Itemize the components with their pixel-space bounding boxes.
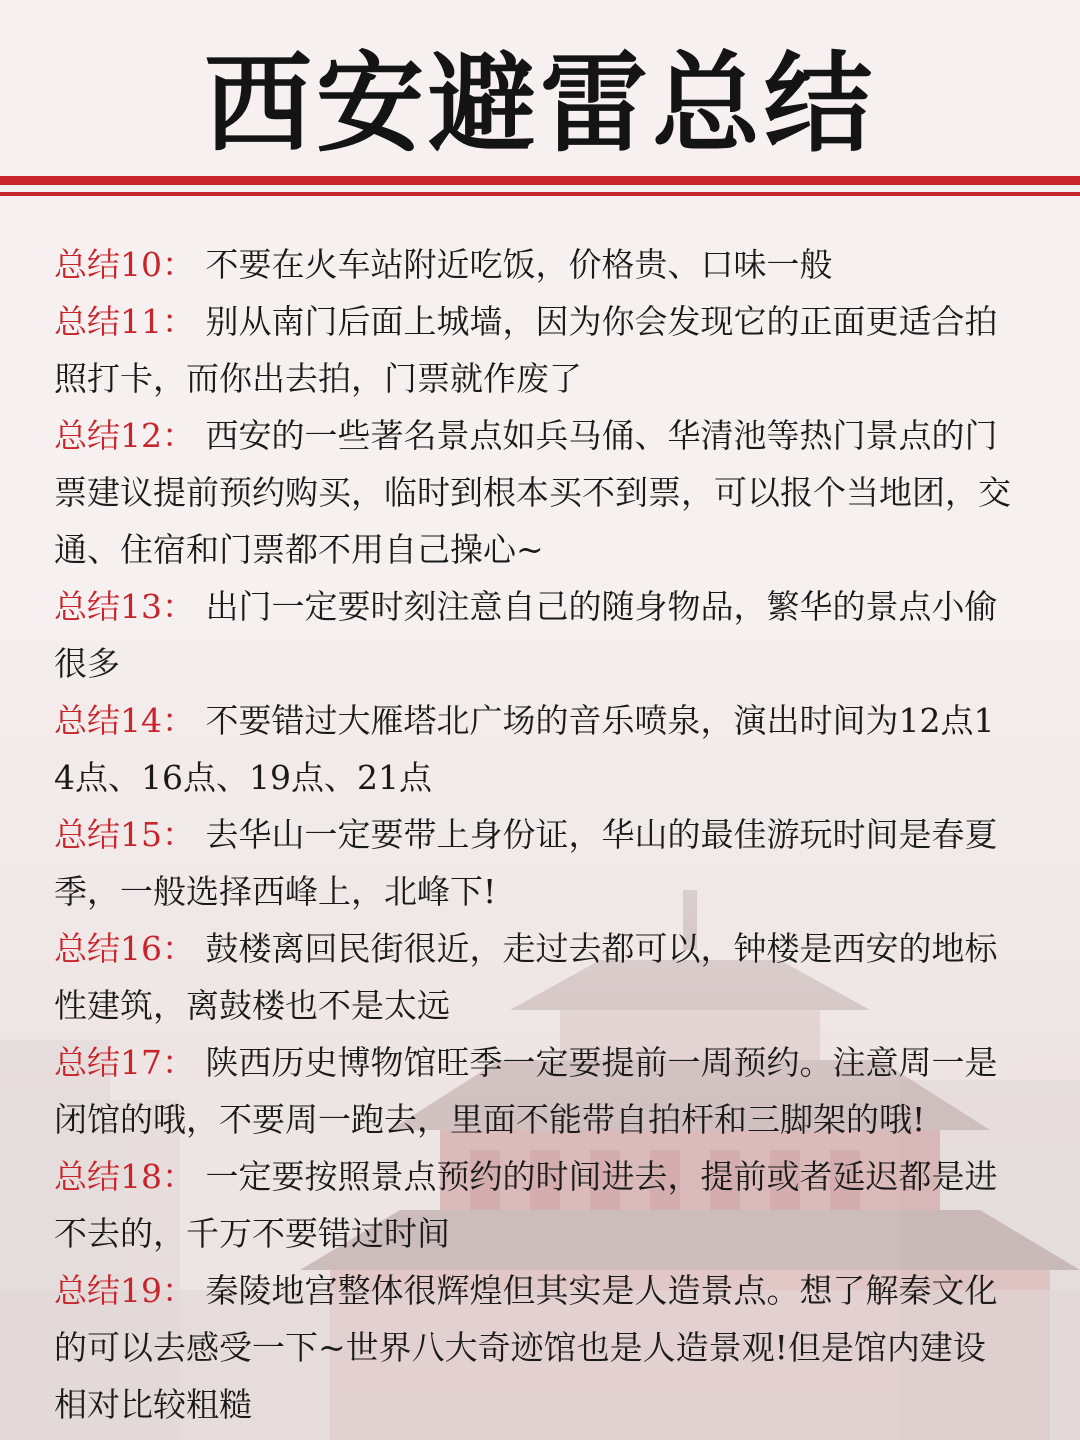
tip-label: 总结17：	[54, 1043, 195, 1082]
tip-label: 总结11：	[54, 302, 195, 341]
tip-item	[54, 806, 1014, 920]
tip-label: 总结12：	[54, 416, 195, 455]
tip-item	[54, 578, 1014, 692]
tip-item	[54, 236, 1014, 293]
tip-text: 去华山一定要带上身份证，华山的最佳游玩时间是春夏季，一般选择西峰上，北峰下!	[54, 815, 998, 911]
tip-text: 别从南门后面上城墙，因为你会发现它的正面更适合拍照打卡，而你出去拍，门票就作废了	[54, 302, 998, 398]
tip-label: 总结18：	[54, 1157, 195, 1196]
title-divider-thick	[0, 176, 1080, 185]
tip-text: 秦陵地宫整体很辉煌但其实是人造景点。想了解秦文化的可以去感受一下~世界八大奇迹馆也是人造景观!但是馆内建设相对比较粗糙	[54, 1271, 998, 1424]
title-divider-thin	[0, 192, 1080, 196]
tip-item	[54, 1148, 1014, 1262]
tip-item	[54, 407, 1014, 578]
tip-label: 总结10：	[54, 245, 195, 284]
tip-label: 总结19：	[54, 1271, 195, 1310]
tip-item	[54, 692, 1014, 806]
tip-text: 不要在火车站附近吃饭，价格贵、口味一般	[205, 245, 833, 284]
tip-item	[54, 293, 1014, 407]
tip-text: 陕西历史博物馆旺季一定要提前一周预约。注意周一是闭馆的哦，不要周一跑去，里面不能带自拍杆和三脚架的哦!	[54, 1043, 998, 1139]
tip-text: 一定要按照景点预约的时间进去，提前或者延迟都是进不去的，千万不要错过时间	[54, 1157, 998, 1253]
tip-text: 出门一定要时刻注意自己的随身物品，繁华的景点小偷很多	[54, 587, 998, 683]
tip-label: 总结14：	[54, 701, 195, 740]
tip-item	[54, 920, 1014, 1034]
tip-label: 总结13：	[54, 587, 195, 626]
tip-label: 总结16：	[54, 929, 195, 968]
tip-label: 总结15：	[54, 815, 195, 854]
page-title: 西安避雷总结	[203, 42, 876, 167]
tip-text: 西安的一些著名景点如兵马俑、华清池等热门景点的门票建议提前预约购买，临时到根本买不到票，可以报个当地团，交通、住宿和门票都不用自己操心~	[54, 416, 1011, 569]
tip-item	[54, 1034, 1014, 1148]
tip-text: 鼓楼离回民街很近，走过去都可以，钟楼是西安的地标性建筑，离鼓楼也不是太远	[54, 929, 998, 1025]
tip-item	[54, 1262, 1014, 1433]
tip-text: 不要错过大雁塔北广场的音乐喷泉，演出时间为12点14点、16点、19点、21点	[54, 701, 995, 797]
tips-list	[54, 236, 1014, 1433]
